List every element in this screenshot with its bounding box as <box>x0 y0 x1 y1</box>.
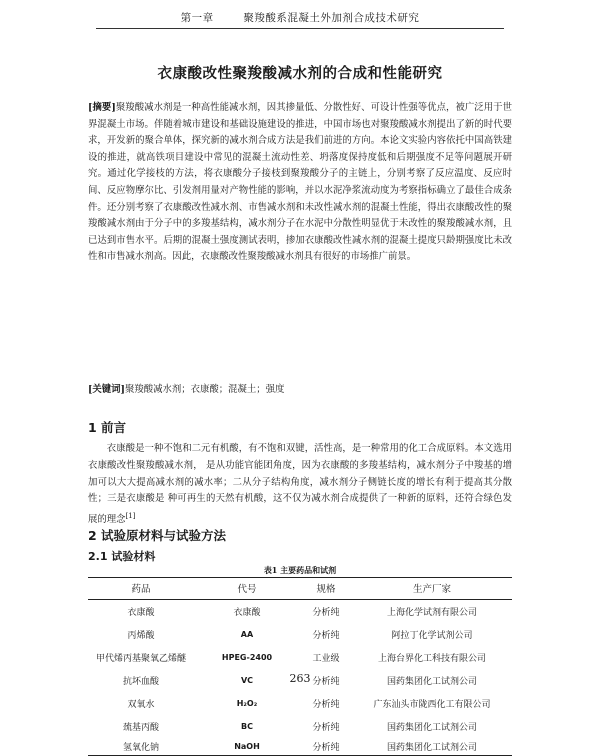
cell-manufacturer: 阿拉丁化学试剂公司 <box>391 631 473 641</box>
table-row <box>88 623 512 646</box>
abstract-text: 聚羧酸减水剂是一种高性能减水剂，因其掺量低、分散性好、可设计性强等优点，被广泛用于世界混凝土市场。伴随着城市建设和基础设施建设的推进，中国市场也对聚羧酸减水剂提出了新的时代要求，开发新的聚合单体，探究新的减水剂合成方法是我们前进的方向。本论文实验内容依托中国高铁建设的推进，就高铁项目建设中常见的混凝土流动性差、坍落度保持度低和后期强度不足等问题展开研究。通过化学接枝的方法，将衣康酸分子接枝到聚羧酸分子的主链上，分别考察了反应温度、反应时间、反应物摩尔比、引发剂用量对产物性能的影响，并以水泥净浆流动度为考察指标确立了最佳合成条件。还分别考察了衣康酸改性减水剂、市售减水剂和未改性减水剂的混凝土性能，得出衣康酸改性的聚羧酸减水剂由于分子中的多羧基结构，减水剂分子在水泥中分散性明显优于未改性的聚羧酸减水剂，且已达到市售水平。后期的混凝土强度测试表明，掺加衣康酸改性减水剂的混凝土提度只龄期强度比未改性和市售减水剂高。因此，衣康酸改性聚羧酸减水剂具有很好的市场推广前景。 <box>88 102 512 263</box>
abstract <box>88 100 512 266</box>
article-title: 衣康酸改性聚羧酸减水剂的合成和性能研究 <box>157 66 443 82</box>
section-heading-intro: 1 前言 <box>88 420 127 435</box>
cell-drug: 甲代烯丙基聚氧乙烯醚 <box>95 654 186 664</box>
cell-code: HPEG-2400 <box>221 653 273 662</box>
col-header-code: 代号 <box>194 578 300 600</box>
cell-code: H₂O₂ <box>236 699 258 708</box>
table-row <box>88 692 512 715</box>
cell-spec: 工业级 <box>312 654 340 664</box>
cell-drug: 氢氧化钠 <box>88 738 194 756</box>
table-row <box>88 600 512 624</box>
cell-drug: 衣康酸 <box>127 608 155 618</box>
col-header-drug: 药品 <box>88 578 194 600</box>
cell-drug: 巯基丙酸 <box>122 723 159 733</box>
abstract-label: [摘要] <box>88 102 116 113</box>
section-heading-methods: 2 试验原材料与试验方法 <box>88 528 227 543</box>
table-row <box>88 715 512 738</box>
table-caption: 表1 主要药品和试剂 <box>263 565 337 575</box>
running-header <box>96 10 504 29</box>
intro-paragraph <box>88 441 512 529</box>
cell-manufacturer: 国药集团化工试剂公司 <box>352 738 512 756</box>
col-header-manufacturer: 生产厂家 <box>352 578 512 600</box>
keywords-label: [关键词] <box>88 384 125 395</box>
cell-drug: 抗坏血酸 <box>122 677 159 687</box>
table-header-row <box>88 578 512 600</box>
cell-code: AA <box>240 630 254 639</box>
col-header-spec: 规格 <box>300 578 352 600</box>
cell-drug: 丙烯酸 <box>127 631 155 641</box>
materials-table <box>88 577 512 756</box>
table-row <box>88 646 512 669</box>
page-number: 263 <box>289 672 311 685</box>
cell-manufacturer: 国药集团化工试剂公司 <box>386 677 477 687</box>
intro-citation: [1] <box>125 512 136 521</box>
cell-spec: 分析纯 <box>312 631 340 641</box>
cell-code: BC <box>241 722 253 731</box>
cell-code: VC <box>240 676 254 685</box>
cell-spec: 分析纯 <box>312 700 340 710</box>
cell-spec: 分析纯 <box>312 677 340 687</box>
cell-manufacturer: 上海化学试剂有限公司 <box>386 608 477 618</box>
table-row <box>88 738 512 756</box>
cell-drug: 双氧水 <box>127 700 155 710</box>
header-book-title: 聚羧酸系混凝土外加剂合成技术研究 <box>243 12 420 24</box>
cell-manufacturer: 上海台界化工科技有限公司 <box>377 654 486 664</box>
keywords <box>88 382 512 398</box>
cell-code: 衣康酸 <box>233 608 261 618</box>
cell-spec: 分析纯 <box>300 738 352 756</box>
keywords-text: 聚羧酸减水剂；衣康酸；混凝土；强度 <box>125 384 285 395</box>
cell-manufacturer: 广东汕头市陇西化工有限公司 <box>373 700 491 710</box>
intro-text: 衣康酸是一种不饱和二元有机酸，有不饱和双键，活性高，是一种常用的化工合成原料。本文选用衣康酸改性聚羧酸减水剂， 是从功能官能团角度，因为衣康酸的多羧基结构，减水剂分子中羧基的增加可以大大提高减水剂的减水率；二从分子结构角度，减水剂分子侧链长度的增长有利于提高其分散性；三是衣康酸是 种可再生的天然有机酸，这不仅为减水剂合成提供了一种新的原料，还符合绿色发展的理念 <box>88 443 512 526</box>
cell-spec: 分析纯 <box>312 608 340 618</box>
cell-spec: 分析纯 <box>312 723 340 733</box>
subsection-heading-materials: 2.1 试验材料 <box>88 550 156 563</box>
cell-manufacturer: 国药集团化工试剂公司 <box>386 723 477 733</box>
cell-code: NaOH <box>194 738 300 756</box>
header-chapter: 第一章 <box>180 12 214 24</box>
